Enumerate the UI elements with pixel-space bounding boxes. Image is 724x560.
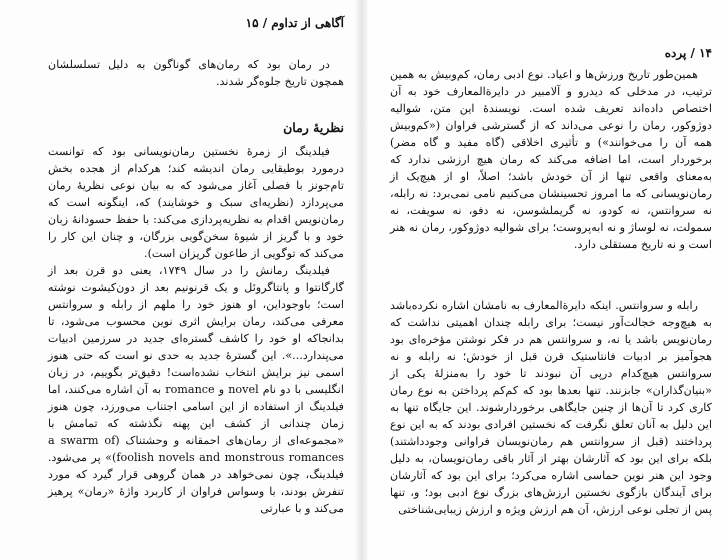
- right-paragraph-2-text: رابله و سروانتس. اینکه دایرةالمعارف به نامشان اشاره نکرده‌باشد به هیچ‌وجه خجالت‌آور نیست؛ برای رابله چندان اهمیتی نداشت که رمان‌نویس باشد یا نه، و سروانتس هم در فکر نوشتن مؤخره‌ای بود هجوآمیز بر ادبیات فانتاستیک قرن قبل از خودش؛ نه رابله و نه سروانتس هیچ‌کدام درپی آن نبودند تا خود را به‌منزلهٔ یکی از «بنیان‌گذاران» جابزنند. تنها بعدها بود که کم‌کم پرداختن به نوع رمان کاری کرد تا آن‌ها از چنین جایگاهی برخوردارشوند. این جایگاه تنها به این دلیل به آنان تعلق نگرفت که نخستین افرادی بودند که به این نوع پرداختند (قبل از سروانتس هم رمان‌نویسان فراوانی وجودداشتند) بلکه برای این بود که آثارشان بهتر از آثار باقی رمان‌نویسان، به دلیل وجود این هنر نوین حماسی اشاره می‌کرد؛ برای این بود که آثارشان برای آیندگان بازگوی نخستین ارزش‌های بزرگ نوع ادبی بود؛ و، تنها پس از تجلی نوعی ارزش، آن هم ارزش ویژه و ارزش زیبایی‌شناختی: [390, 299, 712, 516]
- section-title: نظریهٔ رمان: [283, 120, 344, 135]
- left-paragraph-1: [48, 56, 344, 90]
- right-page: [362, 0, 724, 560]
- left-paragraph-3d: )» پر می‌شود. فیلدینگ، چون نمی‌خواهد در همان گروهی قرار گیرد که مورد تنفرش بودند، با وسواس فراوان از کاربرد واژهٔ «رمان» پرهیز می‌کند و با عبارتی: [48, 451, 344, 515]
- left-paragraph-2: فیلدینگ از زمرهٔ نخستین رمان‌نویسانی بود که توانست درمورد بوطیقایی رمان اندیشه کند؛ هرکدام از هجده بخش تام‌جونز با فصلی آغاز می‌شود که به بیان نوعی نظریهٔ رمان می‌پردازد (نظریه‌ای سبک و خوشایند) که، اینگونه است که رمان‌نویس اقدام به نظریه‌پردازی می‌کند: با حفظ حسودانهٔ زبان خود و با گریز از شیوهٔ سخن‌گویی بزرگان، و چنان این کار را می‌کند که توگویی از طاعون گریزان است).: [48, 145, 344, 260]
- left-paragraph-1-text: در رمان بود که رمان‌های گوناگون به دلیل تسلسلشان همچون تاریخ جلوه‌گر شدند.: [48, 58, 344, 88]
- page-header-left: آگاهی از تداوم / ۱۵: [245, 16, 344, 30]
- term-romance: romance: [165, 383, 215, 396]
- left-body: [48, 143, 344, 517]
- left-paragraph-3: [48, 262, 344, 517]
- left-paragraph-3b: و: [214, 383, 229, 396]
- book-gutter: [355, 0, 369, 560]
- left-paragraph-3a: فیلدینگ رمانش را در سال ۱۷۴۹، یعنی دو قرن بعد از گارگانتوا و پانتاگروئل و یک قرنونیم بعد از دون‌کیشوت نوشته است؛ باوجوداین، او هنوز خود را ملهم از رابله و سروانتس معرفی می‌کند، رمان برایش اثری نوین محسوب می‌شود، تا بدانجاکه او خود را کاشف گستره‌ای جدید در سرزمین ادبیات می‌پندارد...». این گسترهٔ جدید به حدی نو است که حتی هنوز اسمی نیز برایش انتخاب نشده‌است! دقیق‌تر بگوییم، در زبان انگلیسی با دو نام: [48, 264, 344, 396]
- term-novel: novel: [228, 383, 259, 396]
- right-paragraph-1-text: همین‌طور تاریخ ورزش‌ها و اعیاد. نوع ادبی رمان، کم‌وبیش به همین ترتیب، در مدخلی که دیدرو و آلامبیر در دایرةالمعارف خود به آن اختصاص داده‌اند تعریف شده است. نویسندهٔ این متن، شوالیه دوژوکور، رمان را نوعی می‌داند که از گسترشی فراوان («کم‌وبیش همه آن را می‌خوانند») و تأثیری اخلاقی (گاه مفید و گاه مضر) برخوردار است، اما اضافه می‌کند که رمان هیچ ارزشی ندارد که به‌معنای واقعی تنها از آن خودش باشد؛ اصلاً، او از هیچ‌یک از رمان‌نویسانی که ما امروز تحسینشان می‌کنیم نامی نمی‌برد: نه رابله، نه سروانتس، نه کودو، نه گریملشوسن، نه دفو، نه سویفت، نه سمولت، نه لوساژ و نه ابه‌پروست؛ برای شوالیه دوژوکور، رمان نه هنر است و نه تاریخ مستقلی دارد.: [390, 68, 712, 251]
- left-paragraph-3c: به آن اشاره می‌کنند، اما فیلدینگ از استفاده از این اسامی اجتناب می‌ورزد، چون هنوز زمان چندانی از کشف این پهنه نگذشته که تمامش با «مجموعه‌ای از رمان‌های احمقانه و وحشتناک (: [48, 383, 344, 447]
- right-paragraph-2: [390, 297, 712, 518]
- page-header-right: ۱۴ / پرده: [664, 46, 712, 60]
- english-quote: a swarm of foolish novels and monstrous romances: [48, 434, 345, 464]
- right-paragraph-1: [390, 66, 712, 253]
